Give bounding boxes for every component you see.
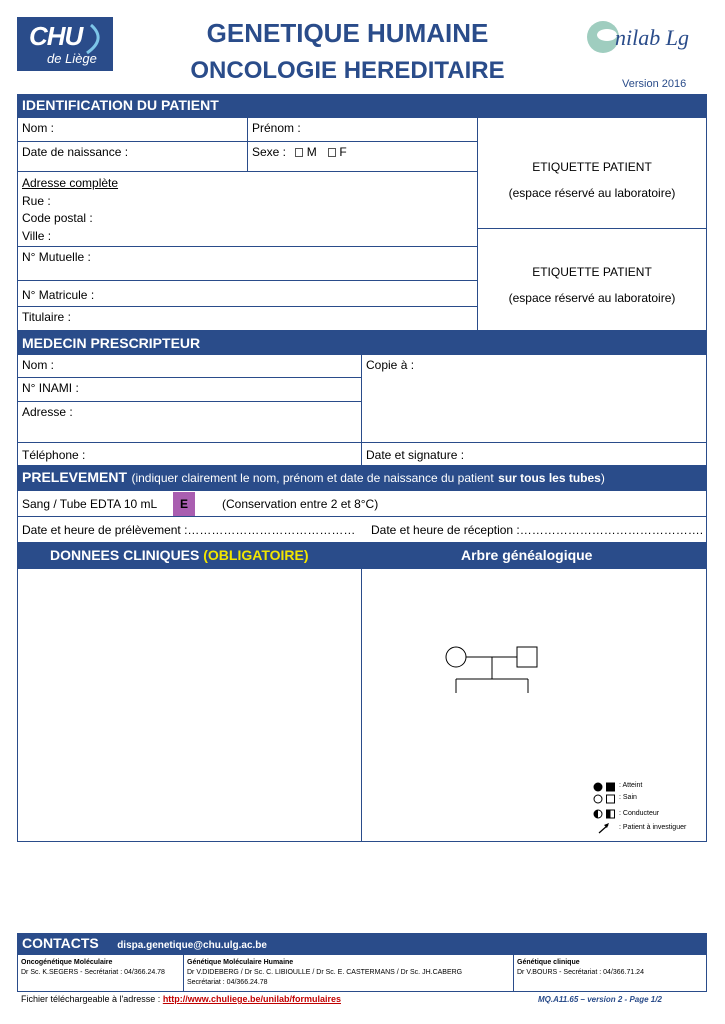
footer-reference: MQ.A11.65 – version 2 - Page 1/2 (538, 995, 662, 1004)
version: Version 2016 (622, 78, 687, 90)
chu-logo-text: CHU (29, 21, 83, 51)
pedigree-male-icon (517, 647, 537, 667)
title-line2: ONCOLOGIE HEREDITAIRE (190, 57, 505, 84)
medecin-signature-label: Date et signature : (366, 448, 465, 462)
page-title (115, 18, 580, 85)
sang-label: Sang / Tube EDTA 10 mL (22, 497, 158, 511)
date-reception-label[interactable]: Date et heure de réception :………………………………………. (371, 523, 704, 537)
legend-conducteur-label: : Conducteur (619, 810, 660, 817)
unilab-logo-text: nilab Lg (615, 25, 689, 50)
etiquette-patient-1 (477, 117, 707, 229)
medecin-nom-field[interactable] (17, 354, 362, 378)
clinique-obligatoire: (OBLIGATOIRE) (203, 547, 309, 563)
prelevement-section-header (17, 466, 707, 490)
medecin-nom-label: Nom : (22, 358, 55, 372)
contact-col2-title: Génétique Moléculaire Humaine (187, 959, 294, 966)
conservation-label: (Conservation entre 2 et 8°C) (222, 497, 379, 511)
pedigree-tree (362, 569, 706, 841)
patient-section-title: IDENTIFICATION DU PATIENT (22, 97, 219, 113)
patient-sexe-field[interactable] (247, 141, 478, 172)
footer-download (21, 994, 341, 1004)
contact-col-clinique (513, 954, 707, 992)
contact-col-moleculaire (183, 954, 514, 992)
clinique-title-wrap (50, 547, 309, 563)
contacts-email[interactable]: dispa.genetique@chu.ulg.ac.be (117, 940, 267, 951)
legend-affected-icon (593, 781, 617, 793)
contact-col1-title: Oncogénétique Moléculaire (21, 959, 113, 966)
medecin-signature-field[interactable] (361, 442, 707, 466)
date-prelevement-label: Date et heure de prélèvement :…………………………………… (22, 523, 356, 537)
arbre-area[interactable] (361, 568, 707, 842)
arbre-title: Arbre généalogique (461, 547, 593, 563)
etiquette-patient-2 (477, 228, 707, 331)
chu-logo-subtext: de Liège (47, 51, 97, 66)
etiquette-2-sub: (espace réservé au laboratoire) (508, 291, 676, 305)
prelevement-section-title: PRELEVEMENT (22, 469, 128, 485)
prelevement-note: (indiquer clairement le nom, prénom et date de naissance du patient (131, 471, 494, 485)
patient-titulaire-field[interactable] (17, 306, 478, 331)
unilab-logo (583, 15, 707, 65)
sexe-f-checkbox[interactable] (328, 148, 336, 157)
patient-prenom-label: Prénom : (252, 121, 301, 135)
clinique-title: DONNEES CLINIQUES (50, 547, 200, 563)
medecin-telephone-field[interactable] (17, 442, 362, 466)
clinique-textarea[interactable] (17, 568, 362, 842)
contact-col3-text: Dr V.BOURS - Secrétariat : 04/366.71.24 (517, 969, 644, 976)
legend-carrier-icon (593, 808, 617, 820)
patient-nom-field[interactable] (17, 117, 248, 142)
tube-code: E (179, 497, 188, 511)
patient-matricule-label: N° Matricule : (22, 288, 95, 302)
etiquette-2-title: ETIQUETTE PATIENT (532, 265, 652, 279)
contact-col-oncogenetique (17, 954, 184, 992)
contacts-title: CONTACTS (22, 935, 99, 951)
pedigree-female-icon (446, 647, 466, 667)
contact-col3-title: Génétique clinique (517, 959, 580, 966)
chu-logo-swoosh-icon (21, 19, 111, 59)
medecin-section-header (17, 331, 707, 354)
patient-naissance-label: Date de naissance : (22, 145, 129, 159)
chu-logo (17, 17, 113, 71)
footer-url-link[interactable]: http://www.chuliege.be/unilab/formulaires (162, 994, 341, 1004)
medecin-adresse-field[interactable] (17, 401, 362, 443)
medecin-section-title: MEDECIN PRESCRIPTEUR (22, 335, 201, 351)
sexe-m-label: M (306, 145, 317, 159)
patient-rue-label: Rue : (22, 193, 51, 208)
patient-matricule-field[interactable] (17, 280, 478, 307)
legend-sain-label: : Sain (619, 794, 637, 801)
medecin-copie-field[interactable] (361, 354, 707, 443)
medecin-copie-label: Copie à : (366, 358, 415, 372)
patient-ville-label: Ville : (22, 228, 52, 243)
patient-naissance-field[interactable] (17, 141, 248, 172)
patient-mutuelle-label: N° Mutuelle : (22, 250, 91, 264)
legend-healthy-icon (593, 793, 617, 805)
contacts-header (17, 933, 707, 954)
contact-col1-text: Dr Sc. K.SEGERS - Secrétariat : 04/366.24.78 (21, 969, 165, 976)
patient-code-postal-label: Code postal : (22, 211, 93, 225)
patient-titulaire-label: Titulaire : (22, 310, 71, 324)
clinique-header (17, 542, 707, 568)
prelevement-note-bold: sur tous les tubes (498, 471, 601, 485)
medecin-inami-field[interactable] (17, 377, 362, 402)
patient-adresse-label: Adresse complète (22, 176, 119, 190)
patient-adresse-field[interactable] (17, 171, 478, 247)
patient-nom-label: Nom : (22, 121, 55, 135)
title-line1: GENETIQUE HUMAINE (206, 18, 489, 48)
sexe-m-checkbox[interactable] (295, 148, 303, 157)
etiquette-1-sub: (espace réservé au laboratoire) (508, 186, 676, 200)
patient-prenom-field[interactable] (247, 117, 478, 142)
patient-sexe-label: Sexe : (252, 145, 287, 159)
medecin-adresse-label: Adresse : (22, 405, 73, 419)
tube-badge (173, 492, 195, 516)
medecin-telephone-label: Téléphone : (22, 448, 86, 462)
patient-section-header (17, 94, 707, 117)
contact-col2-text2: Secrétariat : 04/366.24.78 (187, 979, 268, 986)
prelevement-note-end: ) (600, 471, 605, 485)
legend-atteint-label: : Atteint (619, 782, 643, 789)
medecin-inami-label: N° INAMI : (22, 381, 79, 395)
sexe-f-label: F (339, 145, 347, 159)
legend-patient-label: : Patient à investiguer (619, 824, 687, 831)
patient-mutuelle-field[interactable] (17, 246, 478, 281)
contact-col2-text: Dr V.DIDEBERG / Dr Sc. C. LIBIOULLE / Dr Sc. E. CASTERMANS / Dr Sc. JH.CABERG (187, 969, 463, 976)
footer-download-label: Fichier téléchargeable à l'adresse : (21, 994, 161, 1004)
etiquette-1-title: ETIQUETTE PATIENT (532, 160, 652, 174)
legend-proband-arrow-icon (597, 822, 611, 834)
